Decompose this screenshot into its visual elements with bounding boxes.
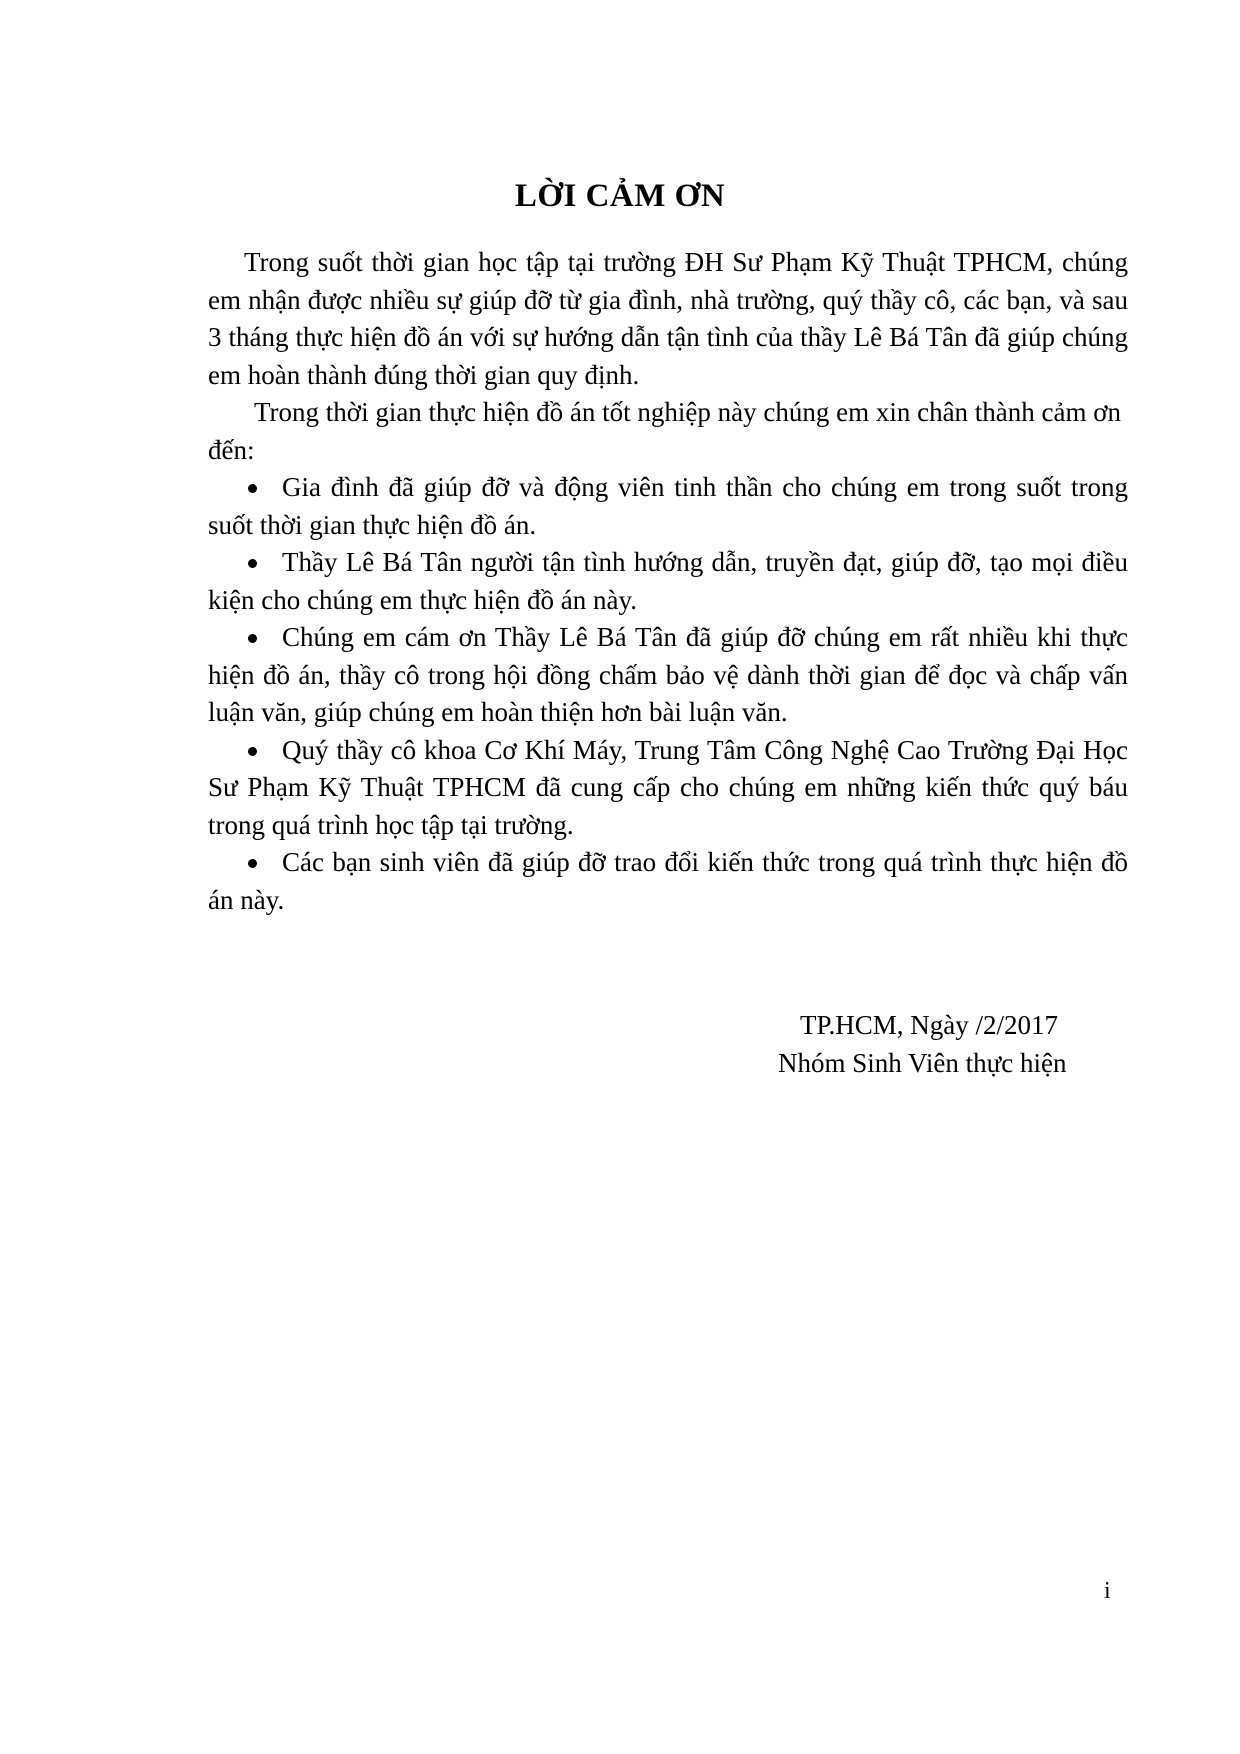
page-number: i	[1104, 1578, 1111, 1604]
thanks-list	[208, 469, 1128, 919]
thanks-list-item-text: Chúng em cám ơn Thầy Lê Bá Tân đã giúp đỡ chúng em rất nhiều khi thực hiện đồ án, thầy cô trong hội đồng chấm bảo vệ dành thời gian để đọc và chấp vấn luận văn, giúp chúng em hoàn thiện hơn bài luận văn.	[208, 622, 1128, 727]
thanks-list-item-text: Thầy Lê Bá Tân người tận tình hướng dẫn, truyền đạt, giúp đỡ, tạo mọi điều kiện cho chúng em thực hiện đồ án này.	[208, 547, 1128, 615]
bullet-icon	[248, 634, 257, 643]
thanks-list-item	[208, 544, 1128, 619]
paragraph-intro: Trong suốt thời gian học tập tại trường ĐH Sư Phạm Kỹ Thuật TPHCM, chúng em nhận được nhiều sự giúp đỡ từ gia đình, nhà trường, quý thầy cô, các bạn, và sau 3 tháng thực hiện đồ án với sự hướng dẫn tận tình của thầy Lê Bá Tân đã giúp chúng em hoàn thành đúng thời gian quy định.	[208, 247, 1128, 390]
bullet-icon	[248, 484, 257, 493]
bullet-icon	[248, 747, 257, 756]
page-title: LỜI CẢM ƠN	[514, 178, 726, 214]
bullet-icon	[248, 559, 257, 568]
paragraph-thanks-lead: Trong thời gian thực hiện đồ án tốt nghiệp này chúng em xin chân thành cảm ơn đến:	[208, 397, 1122, 465]
thanks-list-item	[208, 619, 1128, 732]
signature-group: Nhóm Sinh Viên thực hiện	[778, 1048, 1067, 1078]
signature-date: TP.HCM, Ngày /2/2017	[800, 1010, 1059, 1040]
thanks-list-item-text: Quý thầy cô khoa Cơ Khí Máy, Trung Tâm Công Nghệ Cao Trường Đại Học Sư Phạm Kỹ Thuật TPHCM đã cung cấp cho chúng em những kiến thức quý báu trong quá trình học tập tại trường.	[208, 734, 1128, 840]
thanks-list-item-text: Các bạn sinh viên đã giúp đỡ trao đổi kiến thức trong quá trình thực hiện đồ án này.	[208, 847, 1128, 915]
thanks-list-item	[208, 844, 1128, 919]
thanks-list-item-text: Gia đình đã giúp đỡ và động viên tinh thần cho chúng em trong suốt trong suốt thời gian thực hiện đồ án.	[208, 472, 1128, 540]
thanks-list-item	[208, 469, 1128, 544]
thanks-list-item	[208, 732, 1128, 845]
bullet-icon	[248, 859, 257, 868]
